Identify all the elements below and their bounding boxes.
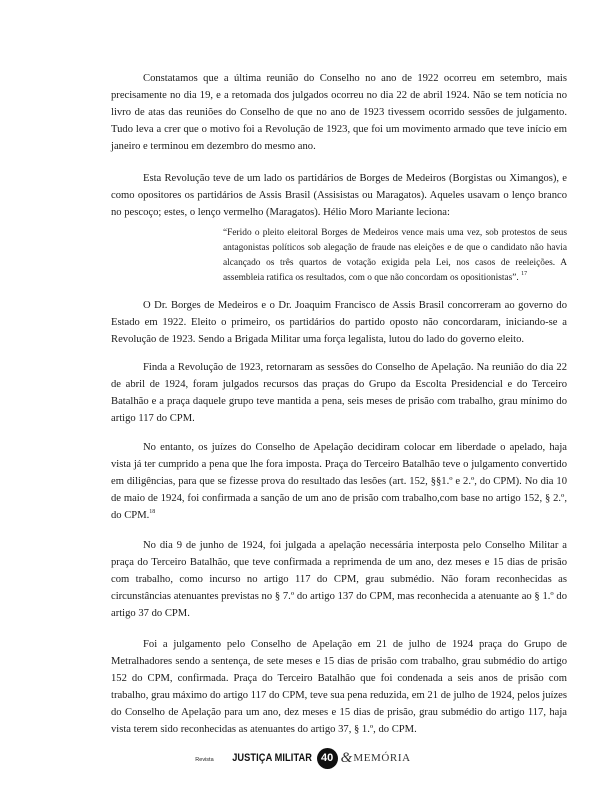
paragraph-1: Constatamos que a última reunião do Conselho no ano de 1922 ocorreu em setembro, mais precisamente no dia 19, e a retomada dos julgados ocorreu no dia 22 de abril 1924. Não se tem notícia no livro de atas das reuniões do Conselho de que no ano de 1923 tivessem ocorrido sessões de julgamento. Tudo leva a crer que o motivo foi a Revolução de 1923, que foi um movimento armado que teve início em janeiro e terminou em dezembro do mesmo ano. [111,73,567,152]
paragraph-4: Finda a Revolução de 1923, retornaram as sessões do Conselho de Apelação. Na reunião do dia 22 de abril de 1924, foram julgados recursos das praças do Grupo da Escolta Presidencial e do Terceiro Batalhão e a praça daquele grupo teve mantida a pena, seis meses de prisão com trabalho, grau mínimo do artigo 117 do CPM. [111,362,567,424]
block-quote [223,226,567,286]
footer-logo [195,748,410,769]
page-number-badge: 40 [317,748,338,769]
paragraph-5 [111,439,567,524]
footer-ampersand: & [340,749,353,766]
paragraph-6: No dia 9 de junho de 1924, foi julgada a apelação necessária interposta pelo Conselho Militar a praça do Terceiro Batalhão, que teve confirmada a reprimenda de um ano, dez meses e 15 dias de prisão com trabalho, como incurso no artigo 117 do CPM, grau submédio. Não foram reconhecidas as circunstâncias atenuantes previstas no § 7.º do artigo 137 do CPM, mas reconhecida a atenuante ao § 1.º do artigo 37 do CPM. [111,540,567,619]
body-text [111,70,567,738]
paragraph-5-text: No entanto, os juízes do Conselho de Apelação decidiram colocar em liberdade o apelado, haja vista já ter cumprido a pena que lhe fora imposta. Praça do Terceiro Batalhão teve o julgamento convertido em diligências, para que se fizesse prova do resultado das lesões (art. 152, §§1.º e 2.º, do CPM). No dia 10 de maio de 1924, foi confirmada a sanção de um ano de prisão com trabalho,com base no artigo 152, § 2.º, do CPM. [111,442,567,521]
page-footer [0,745,606,771]
footer-magazine-title: JUSTIÇA MILITAR [231,752,312,764]
paragraph-7: Foi a julgamento pelo Conselho de Apelação em 21 de julho de 1924 praça do Grupo de Metralhadores sendo a sentença, de sete meses e 15 dias de prisão com trabalho, grau submédio do artigo 152 do CPM, confirmada. Praça do Terceiro Batalhão que foi condenada a seis anos de prisão com trabalho, grau máximo do artigo 117 do CPM, teve sua pena reduzida, em 21 de julho de 1924, pelos juízes do Conselho de Apelação para um ano, dez meses e 15 dias de prisão, grau submédio do artigo 117, haja vista terem sido reconhecidas as atenuantes do artigo 37, § 1.º, do CPM. [111,639,567,735]
paragraph-2: Esta Revolução teve de um lado os partidários de Borges de Medeiros (Borgistas ou Ximangos), e como opositores os partidários de Assis Brasil (Assisistas ou Maragatos). Aqueles usavam o lenço branco no pescoço; estes, o lenço vermelho (Maragatos). Hélio Moro Mariante leciona: [111,173,567,218]
footer-revista-label: Revista [195,757,214,763]
quote-text: “Ferido o pleito eleitoral Borges de Medeiros vence mais uma vez, sob protestos de seus antagonistas políticos sob alegação de fraude nas eleições e de que o candidato não havia alcançado os três quartos de votação exigida pela Lei, nos casos de reeleições. A assembleia ratifica os resultados, com o que não concordam os opositionistas”. [223,228,567,283]
footnote-ref-18: 18 [149,509,156,515]
footnote-ref-17: 17 [521,271,528,277]
paragraph-3: O Dr. Borges de Medeiros e o Dr. Joaquim Francisco de Assis Brasil concorreram ao governo do Estado em 1922. Eleito o primeiro, os partidários do partido oposto não concordaram, iniciando-se a Revolução de 1923. Sendo a Brigada Militar uma força legalista, lutou do lado do governo eleito. [111,300,567,345]
footer-memoria-label: MEMÓRIA [353,752,411,764]
